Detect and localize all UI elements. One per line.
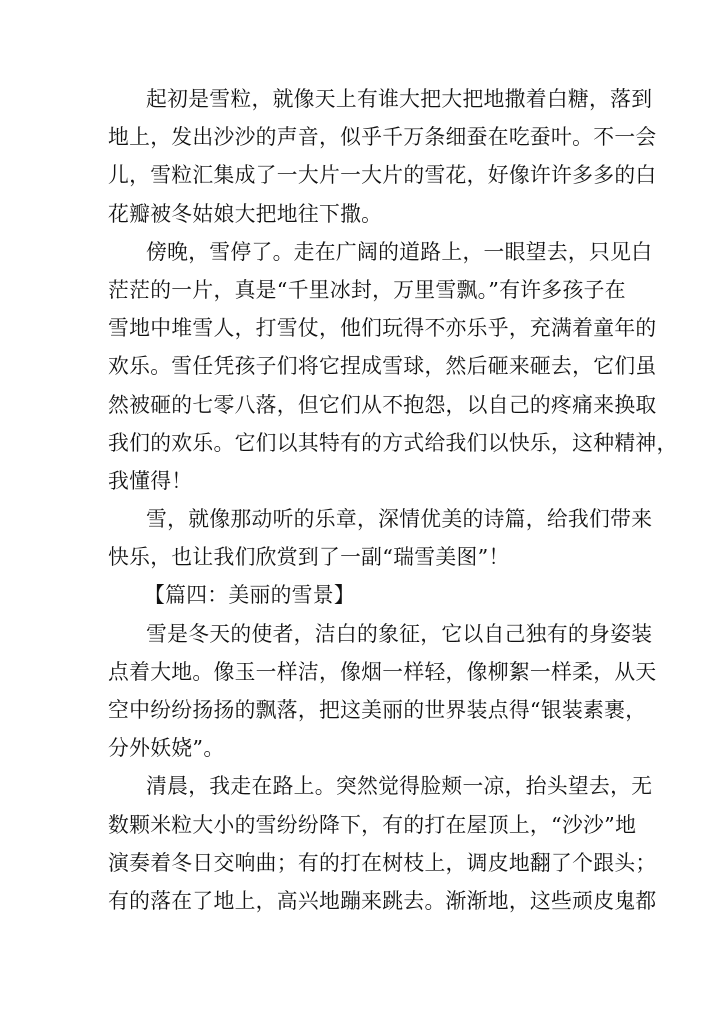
text-line: 茫茫的一片，真是“千里冰封，万里雪飘。”有许多孩子在 (108, 277, 626, 302)
paragraph-morning (108, 767, 657, 920)
text-line: 有的落在了地上，高兴地蹦来跳去。渐渐地，这些顽皮鬼都 (108, 888, 657, 913)
text-line: 欢乐。雪任凭孩子们将它捏成雪球，然后砸来砸去，它们虽 (108, 354, 657, 379)
text-line: 花瓣被冬姑娘大把地往下撒。 (108, 201, 383, 226)
text-line: 儿，雪粒汇集成了一大片一大片的雪花，好像许许多多的白 (108, 163, 657, 188)
text-line: 雪地中堆雪人，打雪仗，他们玩得不亦乐乎，充满着童年的 (108, 316, 657, 341)
text-line: 演奏着冬日交响曲；有的打在树枝上，调皮地翻了个跟头； (108, 850, 657, 875)
text-line: 傍晚，雪停了。走在广阔的道路上，一眼望去，只见白 (146, 239, 653, 264)
document-body (108, 80, 678, 920)
text-line: 雪，就像那动听的乐章，深情优美的诗篇，给我们带来 (146, 507, 653, 532)
text-line: 雪是冬天的使者，洁白的象征，它以自己独有的身姿装 (146, 621, 653, 646)
text-line: 分外妖娆”。 (108, 736, 225, 761)
text-line: 点着大地。像玉一样洁，像烟一样轻，像柳絮一样柔，从天 (108, 659, 657, 684)
paragraph-snow-music (108, 500, 653, 576)
section-heading (108, 576, 612, 614)
text-line: 数颗米粒大小的雪纷纷降下，有的打在屋顶上，“沙沙”地 (108, 812, 637, 837)
section-heading-text: 【篇四：美丽的雪景】 (144, 583, 355, 608)
text-line: 我们的欢乐。它们以其特有的方式给我们以快乐，这种精神， (108, 430, 678, 455)
text-line: 空中纷纷扬扬的飘落，把这美丽的世界装点得“银装素裹， (108, 698, 647, 722)
paragraph-snow-grains (108, 80, 657, 233)
paragraph-evening (108, 233, 678, 500)
text-line: 清晨，我走在路上。突然觉得脸颊一凉，抬头望去，无 (146, 774, 653, 799)
text-line: 快乐，也让我们欣赏到了一副“瑞雪美图”！ (108, 545, 510, 570)
text-line: 我懂得！ (108, 468, 193, 493)
text-line: 起初是雪粒，就像天上有谁大把大把地撒着白糖，落到 (146, 87, 653, 111)
text-line: 然被砸的七零八落，但它们从不抱怨，以自己的疼痛来换取 (108, 392, 657, 417)
text-line: 地上，发出沙沙的声音，似乎千万条细蚕在吃蚕叶。不一会 (108, 125, 657, 150)
paragraph-winter-messenger (108, 615, 657, 768)
